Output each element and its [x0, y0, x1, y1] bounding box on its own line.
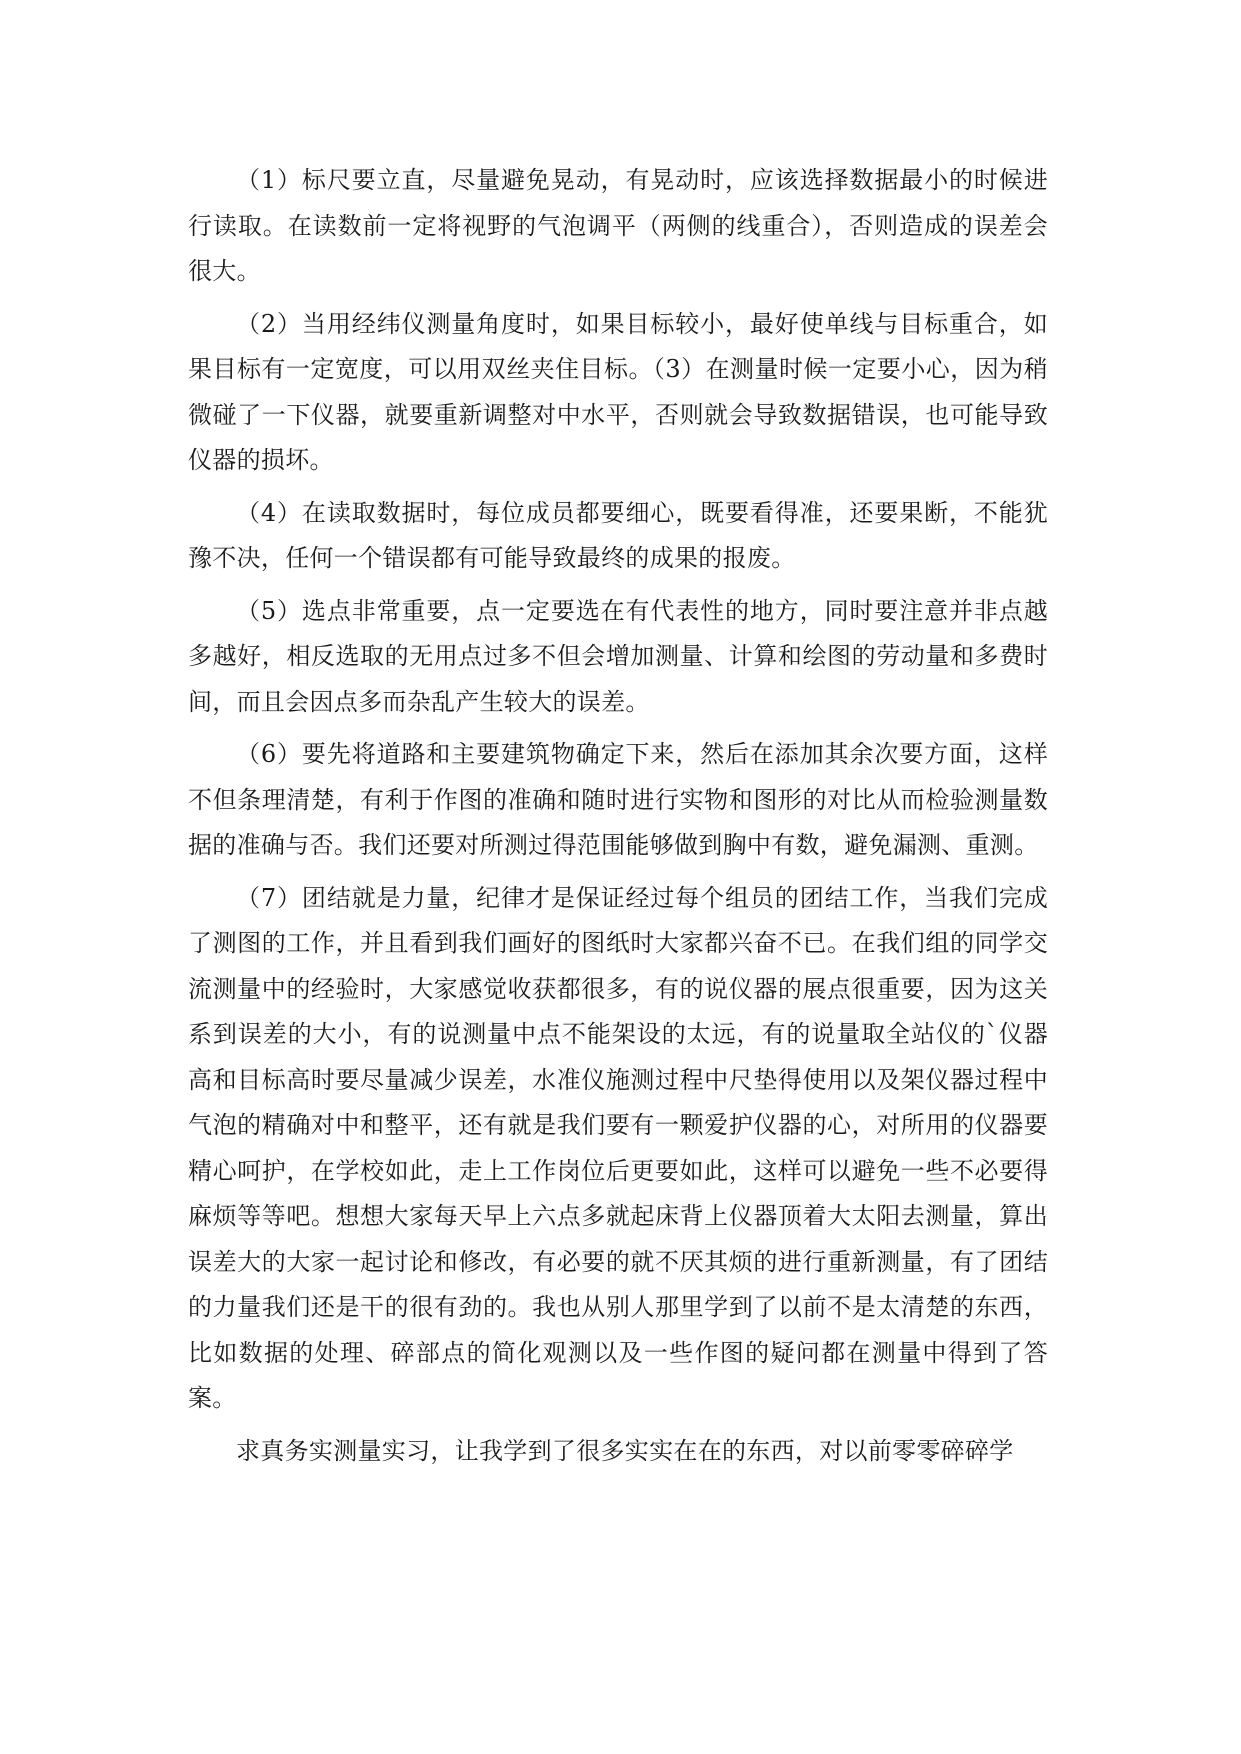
document-body — [188, 158, 1048, 1481]
paragraph-6: （7）团结就是力量，纪律才是保证经过每个组员的团结工作，当我们完成了测图的工作，并且看到我们画好的图纸时大家都兴奋不已。在我们组的同学交流测量中的经验时，大家感觉收获都很多，有的说仪器的展点很重要，因为这关系到误差的大小，有的说测量中点不能架设的太远，有的说量取全站仪的`仪器高和目标高时要尽量减少误差，水准仪施测过程中尺垫得使用以及架仪器过程中气泡的精确对中和整平，还有就是我们要有一颗爱护仪器的心，对所用的仪器要精心呵护，在学校如此，走上工作岗位后更要如此，这样可以避免一些不必要得麻烦等等吧。想想大家每天早上六点多就起床背上仪器顶着大太阳去测量，算出误差大的大家一起讨论和修改，有必要的就不厌其烦的进行重新测量，有了团结的力量我们还是干的很有劲的。我也从别人那里学到了以前不是太清楚的东西，比如数据的处理、碎部点的简化观测以及一些作图的疑问都在测量中得到了答案。 — [188, 883, 1048, 1412]
paragraph-7: 求真务实测量实习，让我学到了很多实实在在的东西，对以前零零碎碎学 — [236, 1436, 1014, 1465]
paragraph-1: （1）标尺要立直，尽量避免晃动，有晃动时，应该选择数据最小的时候进行读取。在读数前一定将视野的气泡调平（两侧的线重合），否则造成的误差会很大。 — [188, 166, 1048, 285]
paragraph-5: （6）要先将道路和主要建筑物确定下来，然后在添加其余次要方面，这样不但条理清楚，有利于作图的准确和随时进行实物和图形的对比从而检验测量数据的准确与否。我们还要对所测过得范围能够做到胸中有数，避免漏测、重测。 — [188, 740, 1048, 859]
paragraph-2: （2）当用经纬仪测量角度时，如果目标较小，最好使单线与目标重合，如果目标有一定宽度，可以用双丝夹住目标。（3）在测量时候一定要小心，因为稍微碰了一下仪器，就要重新调整对中水平，否则就会导致数据错误，也可能导致仪器的损坏。 — [188, 309, 1048, 474]
paragraph-4: （5）选点非常重要，点一定要选在有代表性的地方，同时要注意并非点越多越好，相反选取的无用点过多不但会增加测量、计算和绘图的劳动量和多费时间，而且会因点多而杂乱产生较大的误差。 — [188, 596, 1048, 716]
paragraph-3: （4）在读取数据时，每位成员都要细心，既要看得准，还要果断，不能犹豫不决，任何一个错误都有可能导致最终的成果的报废。 — [188, 498, 1048, 572]
